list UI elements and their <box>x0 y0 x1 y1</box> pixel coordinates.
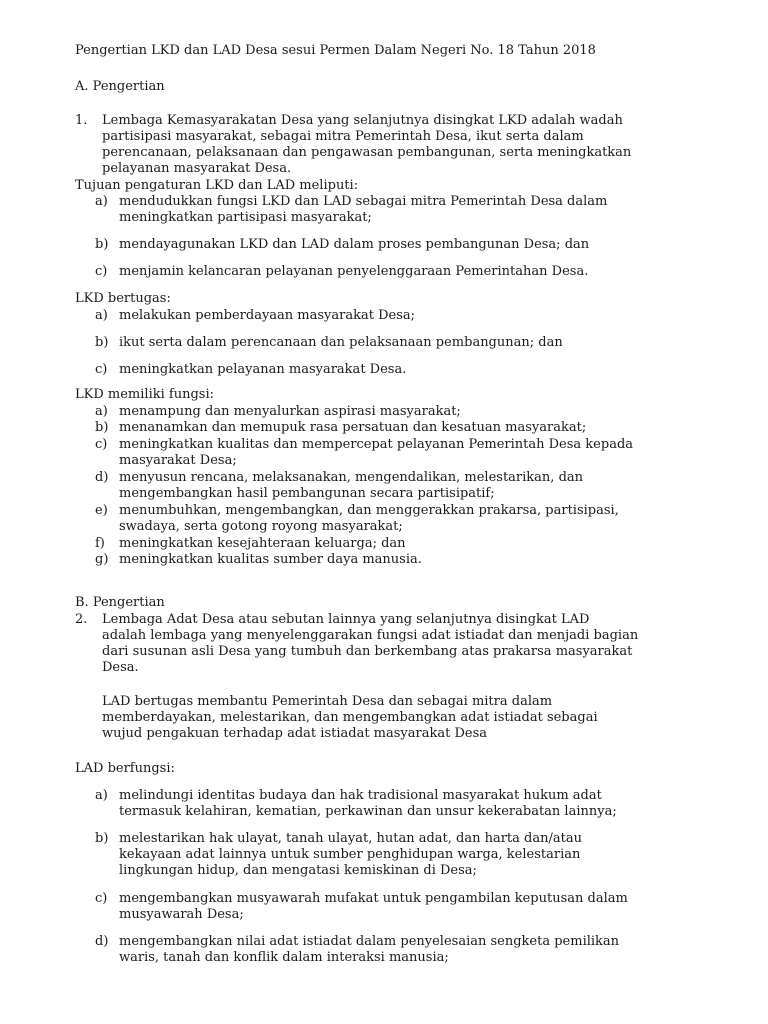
fungsi-item <box>119 420 586 436</box>
fungsi-item <box>119 470 583 502</box>
item-1-text <box>102 113 631 177</box>
section-a-heading: A. Pengertian <box>75 79 165 94</box>
tugas-item-line: ikut serta dalam perencanaan dan pelaksanaan pembangunan; dan <box>119 335 563 350</box>
fungsi-label: a) <box>95 404 108 419</box>
fungsi-label: g) <box>95 552 109 567</box>
lad-fungsi-item-line: kekayaan adat lainnya untuk sumber penghidupan warga, kelestarian <box>119 847 581 862</box>
fungsi-heading: LKD memiliki fungsi: <box>75 387 214 402</box>
tugas-label: b) <box>95 335 109 350</box>
lad-tugas-paragraph <box>102 694 598 742</box>
fungsi-item-line: meningkatkan kualitas dan mempercepat pelayanan Pemerintah Desa kepada <box>119 437 634 452</box>
lad-fungsi-item-line: melindungi identitas budaya dan hak tradisional masyarakat hukum adat <box>119 788 602 803</box>
item-1-line: Lembaga Kemasyarakatan Desa yang selanjutnya disingkat LKD adalah wadah <box>102 113 623 128</box>
fungsi-item-line: menampung dan menyalurkan aspirasi masyarakat; <box>119 404 461 419</box>
fungsi-item-line: menyusun rencana, melaksanakan, mengendalikan, melestarikan, dan <box>119 470 584 485</box>
fungsi-item-line: masyarakat Desa; <box>119 453 237 468</box>
tugas-label: a) <box>95 308 108 323</box>
tugas-item-line: meningkatkan pelayanan masyarakat Desa. <box>119 362 407 377</box>
fungsi-item-line: menumbuhkan, mengembangkan, dan menggerakkan prakarsa, partisipasi, <box>119 503 619 518</box>
tugas-item <box>119 362 406 378</box>
lad-tugas-line: LAD bertugas membantu Pemerintah Desa dan sebagai mitra dalam <box>102 694 553 709</box>
tujuan-item <box>119 264 588 280</box>
tujuan-item-line: mendudukkan fungsi LKD dan LAD sebagai mitra Pemerintah Desa dalam <box>119 194 608 209</box>
lad-fungsi-heading: LAD berfungsi: <box>75 761 175 776</box>
lad-fungsi-item-line: waris, tanah dan konflik dalam interaksi manusia; <box>119 950 449 965</box>
tujuan-label: a) <box>95 194 108 209</box>
item-1-line: perencanaan, pelaksanaan dan pengawasan pembangunan, serta meningkatkan <box>102 145 632 160</box>
tugas-heading: LKD bertugas: <box>75 291 171 306</box>
fungsi-item-line: meningkatkan kesejahteraan keluarga; dan <box>119 536 406 551</box>
lad-fungsi-item-line: mengembangkan musyawarah mufakat untuk pengambilan keputusan dalam <box>119 891 628 906</box>
item-2-line: dari susunan asli Desa yang tumbuh dan berkembang atas prakarsa masyarakat <box>102 644 633 659</box>
tujuan-item <box>119 194 607 226</box>
item-1-line: partisipasi masyarakat, sebagai mitra Pemerintah Desa, ikut serta dalam <box>102 129 584 144</box>
lad-tugas-line: memberdayakan, melestarikan, dan mengembangkan adat istiadat sebagai <box>102 710 598 725</box>
fungsi-item <box>119 437 633 469</box>
tugas-label: c) <box>95 362 108 377</box>
lad-fungsi-item-line: melestarikan hak ulayat, tanah ulayat, hutan adat, dan harta dan/atau <box>119 831 582 846</box>
fungsi-item-line: swadaya, serta gotong royong masyarakat; <box>119 519 403 534</box>
item-2-line: Desa. <box>102 660 139 675</box>
fungsi-label: f) <box>95 536 105 551</box>
section-b-heading: B. Pengertian <box>75 595 165 610</box>
fungsi-item <box>119 404 461 420</box>
lad-fungsi-item-line: musyawarah Desa; <box>119 907 244 922</box>
lad-tugas-line: wujud pengakuan terhadap adat istiadat masyarakat Desa <box>102 726 488 741</box>
item-1-number: 1. <box>75 113 88 128</box>
tugas-item <box>119 308 415 324</box>
lad-fungsi-label: a) <box>95 788 108 803</box>
item-2-number: 2. <box>75 612 88 627</box>
tujuan-label: c) <box>95 264 108 279</box>
document-title: Pengertian LKD dan LAD Desa sesui Permen Dalam Negeri No. 18 Tahun 2018 <box>75 43 596 58</box>
tujuan-item-line: mendayagunakan LKD dan LAD dalam proses pembangunan Desa; dan <box>119 237 590 252</box>
fungsi-label: c) <box>95 437 108 452</box>
item-1-line: pelayanan masyarakat Desa. <box>102 161 292 176</box>
lad-fungsi-item-line: mengembangkan nilai adat istiadat dalam penyelesaian sengketa pemilikan <box>119 934 620 949</box>
lad-fungsi-item-line: termasuk kelahiran, kematian, perkawinan dan unsur kekerabatan lainnya; <box>119 804 617 819</box>
item-2-line: adalah lembaga yang menyelenggarakan fungsi adat istiadat dan menjadi bagian <box>102 628 639 643</box>
fungsi-item-line: meningkatkan kualitas sumber daya manusia. <box>119 552 422 567</box>
fungsi-label: d) <box>95 470 109 485</box>
fungsi-label: e) <box>95 503 108 518</box>
item-2-text <box>102 612 638 676</box>
fungsi-item-line: menanamkan dan memupuk rasa persatuan dan kesatuan masyarakat; <box>119 420 587 435</box>
lad-fungsi-item <box>119 934 619 966</box>
lad-fungsi-label: c) <box>95 891 108 906</box>
fungsi-item <box>119 552 422 568</box>
tujuan-item-line: meningkatkan partisipasi masyarakat; <box>119 210 372 225</box>
lad-fungsi-label: b) <box>95 831 109 846</box>
lad-fungsi-item <box>119 788 617 820</box>
tujuan-label: b) <box>95 237 109 252</box>
tugas-item <box>119 335 563 351</box>
lad-fungsi-item <box>119 831 582 879</box>
fungsi-item <box>119 503 619 535</box>
tujuan-item-line: menjamin kelancaran pelayanan penyelenggaraan Pemerintahan Desa. <box>119 264 589 279</box>
fungsi-item-line: mengembangkan hasil pembangunan secara partisipatif; <box>119 486 495 501</box>
tujuan-heading: Tujuan pengaturan LKD dan LAD meliputi: <box>75 178 359 193</box>
lad-fungsi-label: d) <box>95 934 109 949</box>
lad-fungsi-item-line: lingkungan hidup, dan mengatasi kemiskinan di Desa; <box>119 863 477 878</box>
item-2-line: Lembaga Adat Desa atau sebutan lainnya yang selanjutnya disingkat LAD <box>102 612 590 627</box>
lad-fungsi-item <box>119 891 628 923</box>
fungsi-item <box>119 536 406 552</box>
tugas-item-line: melakukan pemberdayaan masyarakat Desa; <box>119 308 416 323</box>
fungsi-label: b) <box>95 420 109 435</box>
tujuan-item <box>119 237 589 253</box>
